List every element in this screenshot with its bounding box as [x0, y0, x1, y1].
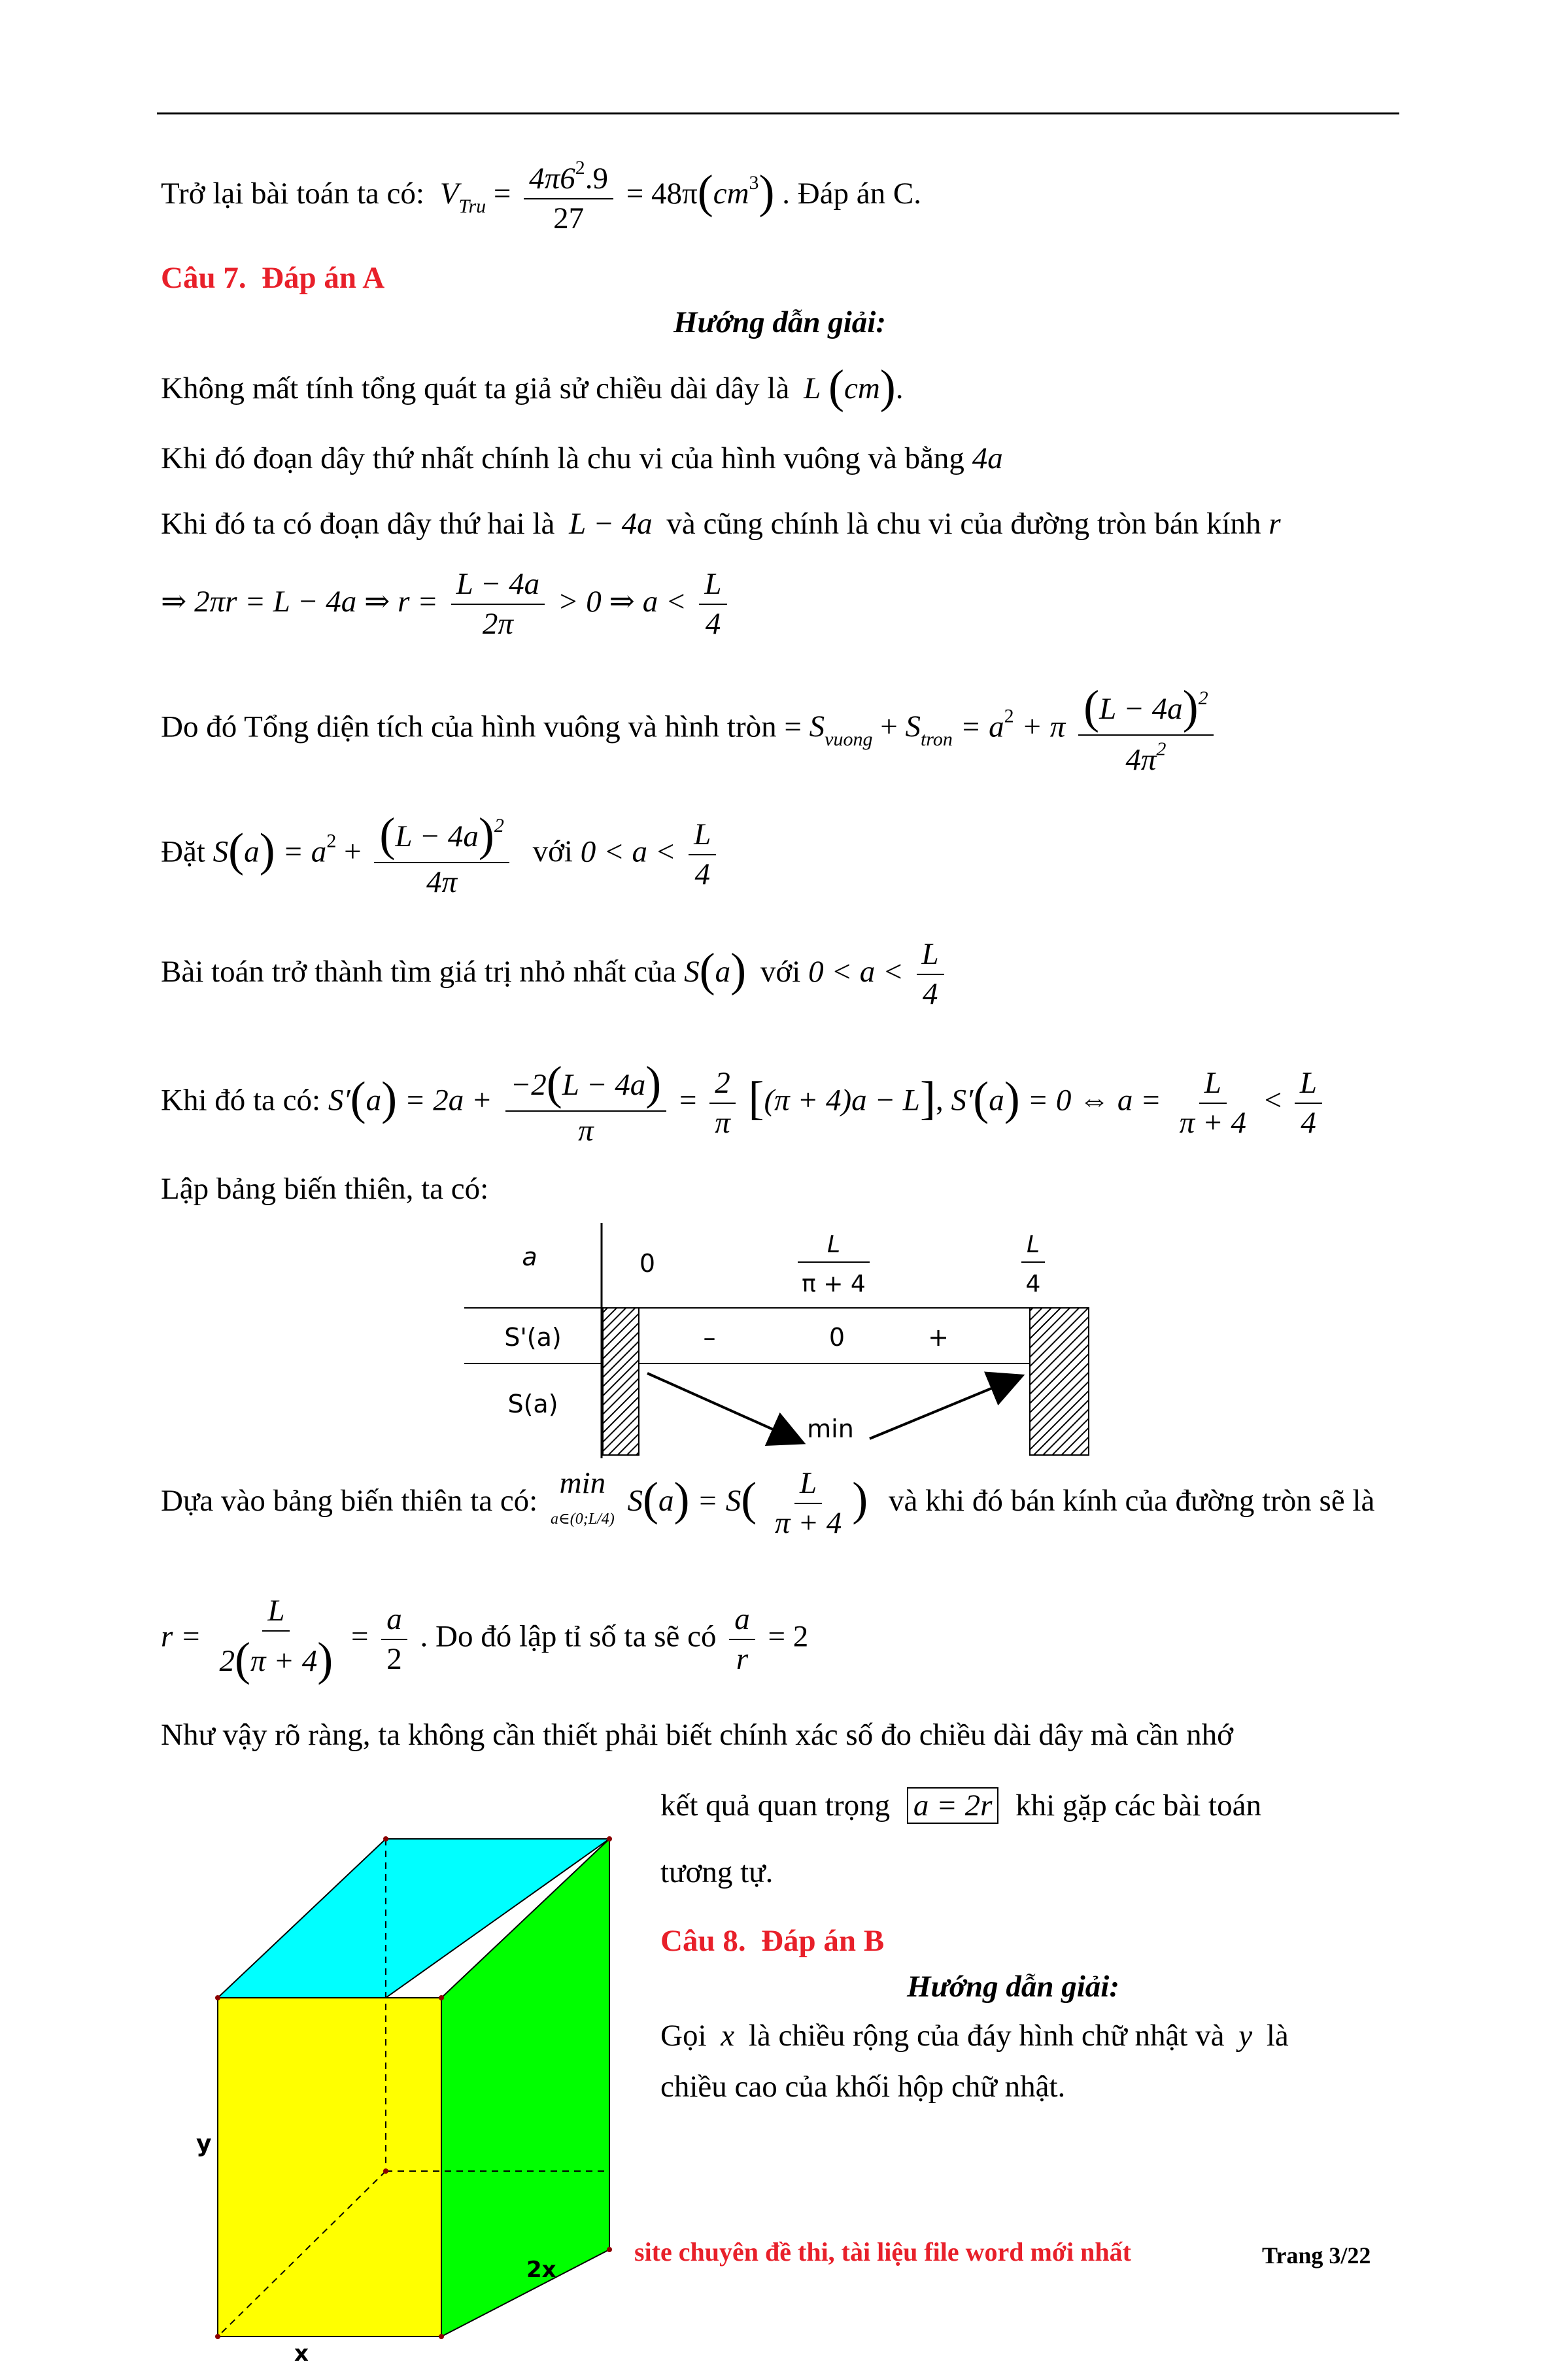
- para-7: Bài toán trở thành tìm giá trị nhỏ nhất của S(a) với 0 < a < $\frac{L}{4}$: [161, 939, 949, 1010]
- guide-heading-2: Hướng dẫn giải:: [907, 1970, 1119, 2004]
- question-7-heading: Câu 7. Đáp án A: [161, 261, 385, 295]
- footer-page-number: Trang 3/22: [1262, 2242, 1371, 2269]
- table-a-end-den: 4: [1025, 1271, 1041, 1297]
- para-16: chiều cao của khối hộp chữ nhật.: [660, 2070, 1066, 2104]
- table-function-label: S(a): [507, 1390, 558, 1418]
- para-6: Đặt $S(a) = a^2$ + $\frac{(L - 4a)^2}{4\pi}$ với 0 < a < $\frac{L}{4}$: [161, 811, 721, 898]
- box-front-face: [218, 1998, 441, 2337]
- question-8-heading: Câu 8. Đáp án B: [660, 1924, 885, 1958]
- table-derivative-label: S'(a): [504, 1323, 562, 1352]
- table-a-mid-den: π + 4: [802, 1271, 866, 1297]
- table-zero: 0: [828, 1323, 845, 1352]
- para-12: Như vậy rõ ràng, ta không cần thiết phải biết chính xác số đo chiều dài dây mà cần nhớ: [161, 1718, 1233, 1752]
- para-5: Do đó Tổng diện tích của hình vuông và hình tròn = $S_{vuong} + S_{tron} = a^2 + \pi$ $\frac{(L - 4a)^2}{4\pi^2}$: [161, 683, 1219, 776]
- para-2: Khi đó đoạn dây thứ nhất chính là chu vi của hình vuông và bằng 4a: [161, 441, 1003, 475]
- para-9: Lập bảng biến thiên, ta có:: [161, 1172, 489, 1206]
- para-11: r = $\frac{L}{2(\pi + 4)}$ = $\frac{a}{2}$ . Do đó lập tỉ số ta sẽ có $\frac{a}{r}$ = 2: [161, 1594, 809, 1685]
- line-volume: Trở lại bài toán ta có: $V_{Tru}$ = $\frac{4\pi 6^2.9}{27}$ = $48\pi(cm^3)$ . Đáp án C.: [161, 157, 922, 235]
- table-a-zero: 0: [639, 1249, 656, 1278]
- para-15: Gọi x là chiều rộng của đáy hình chữ nhật và y là: [660, 2019, 1289, 2053]
- guide-heading: Hướng dẫn giải:: [673, 305, 886, 339]
- table-plus: +: [928, 1323, 949, 1352]
- table-min: min: [807, 1414, 854, 1443]
- para-8: Khi đó ta có: S′(a) = 2a + $\frac{-2(L - 4a)}{\pi}$ = $\frac{2}{\pi}$ [(π + 4)a − L], S′(a) = 0 ⇔ a = $\frac{L}{\pi + 4}$ < $\frac{L}{4}$: [161, 1059, 1327, 1146]
- rectangular-box-figure: [196, 1818, 641, 2364]
- table-minus: –: [703, 1323, 716, 1352]
- table-a-label: a: [522, 1242, 537, 1271]
- para-14: tương tự.: [660, 1855, 774, 1889]
- label-y: y: [196, 2131, 212, 2157]
- label-x: x: [294, 2340, 309, 2364]
- table-a-mid-num: L: [827, 1231, 841, 1258]
- para-3: Khi đó ta có đoạn dây thứ hai là L − 4a và cũng chính là chu vi của đường tròn bán kính r: [161, 507, 1281, 541]
- table-a-end-num: L: [1026, 1231, 1040, 1258]
- para-13: kết quả quan trọng a = 2r khi gặp các bài toán: [660, 1789, 1261, 1823]
- variation-table: [458, 1216, 1099, 1465]
- label-2x: 2x: [526, 2257, 556, 2283]
- header-rule: [157, 112, 1399, 114]
- para-1: Không mất tính tổng quát ta giả sử chiều dài dây là L (cm).: [161, 360, 904, 413]
- para-10: Dựa vào bảng biến thiên ta có: min a∈(0;L/4) S(a) = S( $\frac{L}{\pi + 4}$ ) và khi đó bán kính của đường tròn sẽ là: [161, 1466, 1375, 1540]
- para-4: ⇒ 2πr = L − 4a ⇒ r = $\frac{L - 4a}{2\pi}$ > 0 ⇒ a < $\frac{L}{4}$: [161, 569, 732, 640]
- footer-website: site chuyên đề thi, tài liệu file word mới nhất: [634, 2237, 1131, 2267]
